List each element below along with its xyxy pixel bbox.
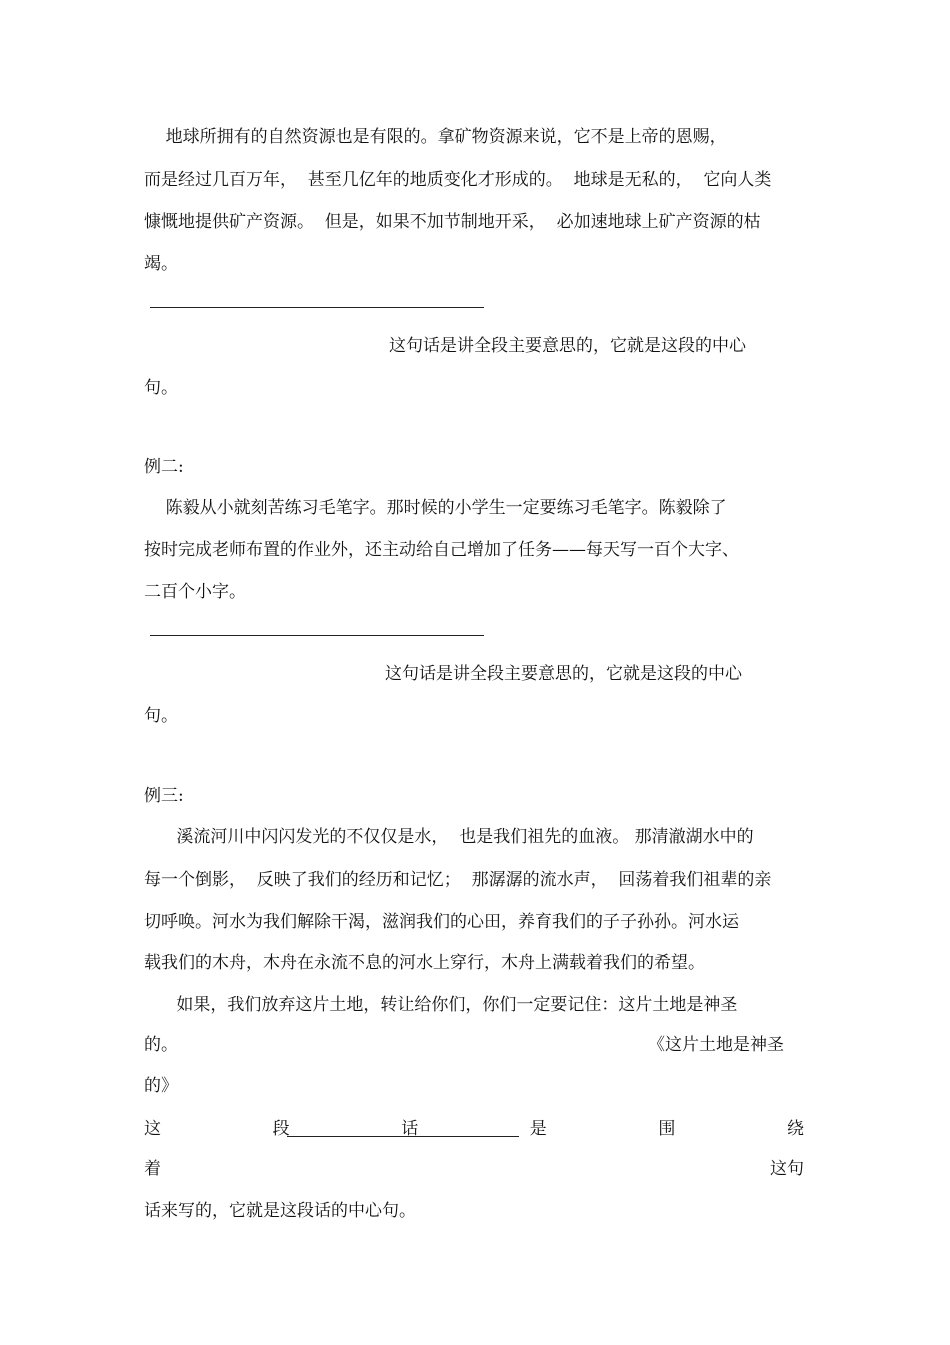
paragraph-line: 按时完成老师布置的作业外，还主动给自己增加了任务——每天写一百个大字、 xyxy=(144,540,739,560)
answer-explanation-end: 句。 xyxy=(144,378,178,398)
paragraph-line: 竭。 xyxy=(144,254,178,274)
prompt-char: 绕 xyxy=(786,1119,804,1139)
answer-explanation: 这句话是讲全段主要意思的，它就是这段的中心 xyxy=(385,664,742,684)
answer-explanation: 这句话是讲全段主要意思的，它就是这段的中心 xyxy=(389,336,746,356)
paragraph-line: 地球所拥有的自然资源也是有限的。拿矿物资源来说，它不是上帝的恩赐， xyxy=(144,127,727,147)
paragraph-line: 慷慨地提供矿产资源。 但是，如果不加节制地开采， 必加速地球上矿产资源的枯 xyxy=(144,212,761,232)
prompt-char: 段 xyxy=(272,1119,290,1139)
paragraph-line: 载我们的木舟，木舟在永流不息的河水上穿行，木舟上满载着我们的希望。 xyxy=(144,953,705,973)
source-citation: 《这片土地是神圣 xyxy=(648,1035,784,1055)
paragraph-line: 二百个小字。 xyxy=(144,582,246,602)
fill-in-prompt-line3: 话来写的，它就是这段话的中心句。 xyxy=(144,1201,416,1221)
example-heading: 例三: xyxy=(144,786,184,806)
prompt-text: 这句 xyxy=(770,1159,804,1179)
prompt-char: 围 xyxy=(658,1119,676,1139)
paragraph-line: 而是经过几百万年， 甚至几亿年的地质变化才形成的。 地球是无私的， 它向人类 xyxy=(144,170,772,190)
answer-blank-line[interactable] xyxy=(287,1136,519,1137)
answer-blank-line[interactable] xyxy=(150,635,484,636)
prompt-char: 是 xyxy=(529,1119,547,1139)
paragraph-line: 每一个倒影， 反映了我们的经历和记忆； 那潺潺的流水声， 回荡着我们祖辈的亲 xyxy=(144,870,772,890)
prompt-char: 话 xyxy=(401,1119,419,1139)
example-heading: 例二: xyxy=(144,457,184,477)
paragraph-line: 切呼唤。河水为我们解除干渴，滋润我们的心田，养育我们的子子孙孙。河水运 xyxy=(144,912,739,932)
paragraph-line: 溪流河川中闪闪发光的不仅仅是水， 也是我们祖先的血液。 那清澈湖水中的 xyxy=(144,827,754,847)
prompt-char: 这 xyxy=(144,1119,161,1139)
answer-blank-line[interactable] xyxy=(150,307,484,308)
fill-in-prompt-line2 xyxy=(144,1158,804,1180)
paragraph-line: 陈毅从小就刻苦练习毛笔字。那时候的小学生一定要练习毛笔字。陈毅除了 xyxy=(144,498,727,518)
paragraph-line: 如果，我们放弃这片土地，转让给你们，你们一定要记住：这片土地是神圣 xyxy=(144,995,738,1015)
paragraph-line: 的。 xyxy=(144,1035,178,1055)
source-citation-end: 的》 xyxy=(144,1076,178,1096)
prompt-char: 着 xyxy=(144,1159,161,1179)
answer-explanation-end: 句。 xyxy=(144,706,178,726)
